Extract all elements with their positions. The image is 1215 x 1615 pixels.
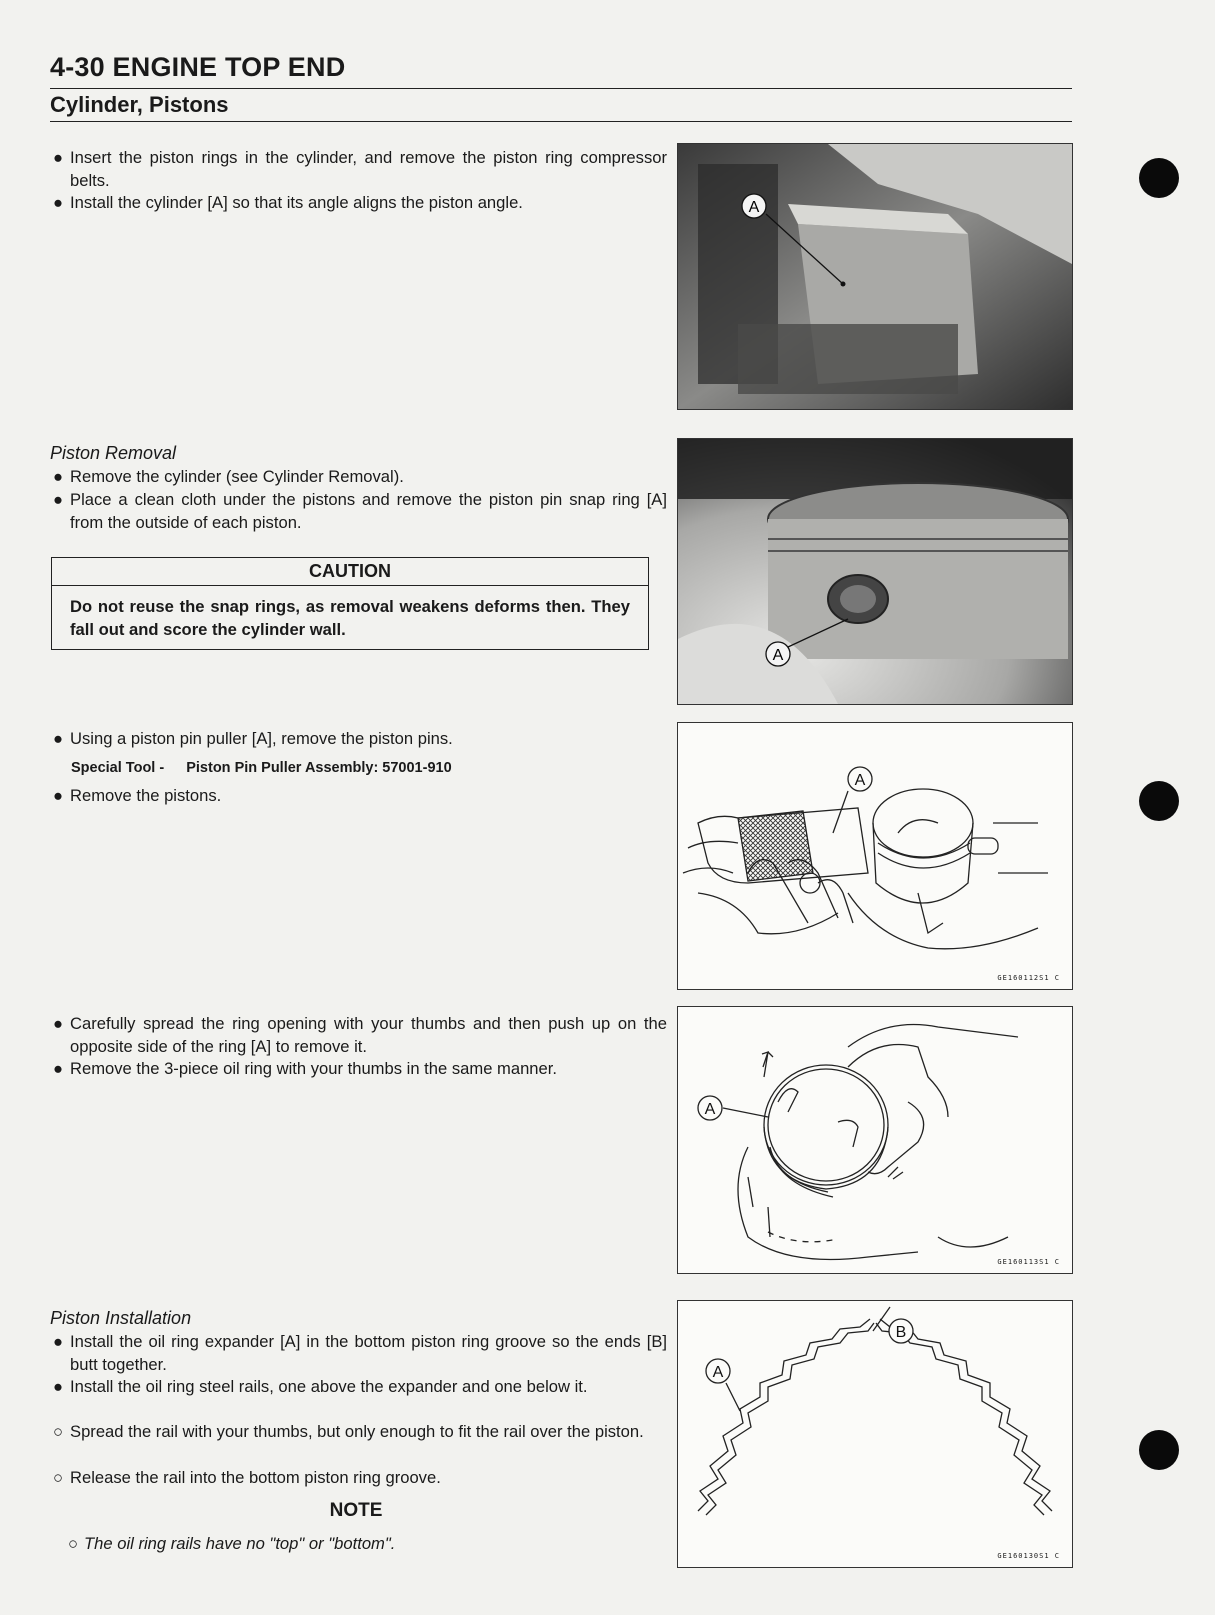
figure-code: GE160112S1 C bbox=[997, 974, 1060, 982]
list-item-text: Insert the piston rings in the cylinder, and remove the piston ring compressor belts. bbox=[70, 148, 667, 190]
list-item bbox=[50, 466, 667, 489]
special-tool-name: Piston Pin Puller Assembly: 57001-910 bbox=[186, 760, 452, 776]
callout-label: A bbox=[854, 772, 866, 789]
list-item bbox=[50, 1467, 667, 1490]
figure-ring-removal-drawing bbox=[677, 1006, 1073, 1274]
list-item-text: Install the oil ring expander [A] in the bottom piston ring groove so the ends [B] butt together. bbox=[70, 1332, 667, 1374]
list-item-text: Remove the 3-piece oil ring with your thumbs in the same manner. bbox=[70, 1059, 557, 1078]
list-item bbox=[50, 785, 667, 808]
page-title: 4-30 ENGINE TOP END bbox=[50, 52, 346, 82]
special-tool-line bbox=[71, 757, 452, 780]
list-item bbox=[50, 1331, 667, 1376]
figure-oil-ring-expander-drawing bbox=[677, 1300, 1073, 1568]
note-title: NOTE bbox=[329, 1500, 383, 1521]
list-item bbox=[50, 489, 667, 534]
hollow-bullet-icon: ○ bbox=[68, 1534, 79, 1553]
bullet-icon: ● bbox=[53, 1332, 64, 1351]
cylinder-photo-illustration bbox=[678, 144, 1072, 409]
callout-label: A bbox=[772, 647, 784, 664]
bullet-icon: ● bbox=[53, 786, 64, 805]
callout-label: A bbox=[712, 1364, 724, 1381]
list-item bbox=[50, 1421, 667, 1444]
pin-puller-illustration bbox=[678, 723, 1072, 989]
list-item-text: Remove the cylinder (see Cylinder Removal). bbox=[70, 467, 404, 486]
section-subtitle: Cylinder, Pistons bbox=[50, 92, 229, 117]
bullet-icon: ● bbox=[53, 1014, 64, 1033]
special-tool-label: Special Tool - bbox=[71, 760, 165, 776]
callout-label: A bbox=[704, 1101, 716, 1118]
bullet-icon: ● bbox=[53, 148, 64, 167]
punch-hole bbox=[1139, 158, 1179, 198]
list-item-text: Place a clean cloth under the pistons and remove the piston pin snap ring [A] from the outside of each piston. bbox=[70, 490, 667, 532]
section-heading-piston-installation: Piston Installation bbox=[50, 1308, 192, 1328]
oil-ring-expander-illustration bbox=[678, 1301, 1072, 1567]
figure-pin-puller-drawing bbox=[677, 722, 1073, 990]
snap-ring-photo-illustration bbox=[678, 439, 1072, 704]
bullet-icon: ● bbox=[53, 490, 64, 509]
ring-removal-illustration bbox=[678, 1007, 1072, 1273]
list-item-text: Using a piston pin puller [A], remove the piston pins. bbox=[70, 729, 453, 748]
list-item-text: Spread the rail with your thumbs, but only enough to fit the rail over the piston. bbox=[70, 1422, 644, 1441]
title-rule bbox=[50, 88, 1072, 89]
callout-label: A bbox=[748, 199, 760, 216]
bullet-icon: ● bbox=[53, 467, 64, 486]
punch-hole bbox=[1139, 1430, 1179, 1470]
list-item bbox=[50, 1013, 667, 1058]
bullet-icon: ● bbox=[53, 1377, 64, 1396]
list-item bbox=[50, 147, 667, 192]
caution-box bbox=[51, 557, 649, 650]
list-item-text: Release the rail into the bottom piston ring groove. bbox=[70, 1468, 441, 1487]
hollow-bullet-icon: ○ bbox=[53, 1468, 64, 1487]
figure-cylinder-install-photo bbox=[677, 143, 1073, 410]
caution-text: Do not reuse the snap rings, as removal weakens deforms then. They fall out and score the cylinder wall. bbox=[70, 597, 630, 639]
subtitle-rule bbox=[50, 121, 1072, 122]
list-item-text: Carefully spread the ring opening with your thumbs and then push up on the opposite side of the ring [A] to remove it. bbox=[70, 1014, 667, 1056]
punch-hole bbox=[1139, 781, 1179, 821]
list-item bbox=[50, 192, 667, 215]
figure-code: GE160130S1 C bbox=[997, 1552, 1060, 1560]
list-item bbox=[50, 728, 667, 751]
bullet-icon: ● bbox=[53, 193, 64, 212]
figure-code: GE160113S1 C bbox=[997, 1258, 1060, 1266]
bullet-icon: ● bbox=[53, 729, 64, 748]
callout-label: B bbox=[895, 1324, 907, 1341]
figure-snap-ring-photo bbox=[677, 438, 1073, 705]
list-item-text: Remove the pistons. bbox=[70, 786, 222, 805]
list-item-text: Install the oil ring steel rails, one above the expander and one below it. bbox=[70, 1377, 588, 1396]
list-item-text: Install the cylinder [A] so that its angle aligns the piston angle. bbox=[70, 193, 523, 212]
bullet-icon: ● bbox=[53, 1059, 64, 1078]
note-text-content: The oil ring rails have no "top" or "bottom". bbox=[84, 1534, 396, 1553]
list-item bbox=[50, 1376, 667, 1399]
hollow-bullet-icon: ○ bbox=[53, 1422, 64, 1441]
note-text bbox=[68, 1533, 395, 1556]
section-heading-piston-removal: Piston Removal bbox=[50, 443, 177, 463]
list-item bbox=[50, 1058, 667, 1081]
caution-title: CAUTION bbox=[52, 558, 648, 586]
